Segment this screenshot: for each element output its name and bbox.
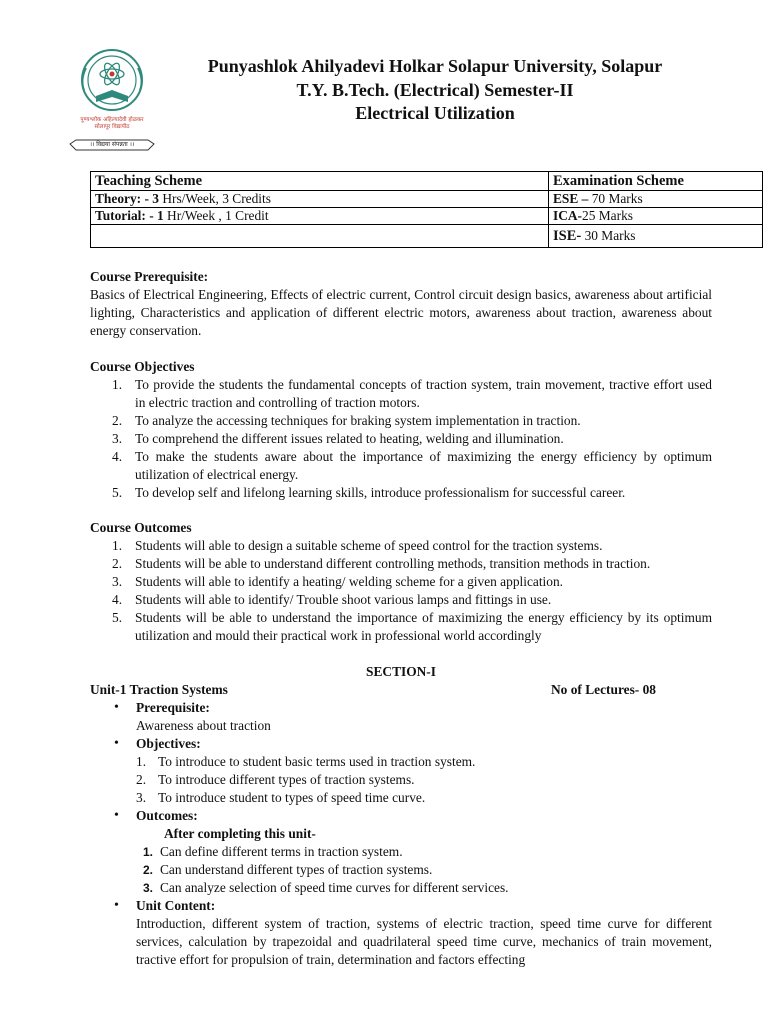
prerequisite-heading: Course Prerequisite: — [90, 269, 209, 284]
list-item: 1. Students will able to design a suitable scheme of speed control for the traction systems. — [112, 538, 603, 553]
list-item: 4. Students will able to identify/ Trouble shoot various lamps and fittings in use. — [112, 592, 552, 607]
program-title: T.Y. B.Tech. (Electrical) Semester-II — [296, 80, 574, 100]
unit-outcomes-list — [90, 843, 712, 897]
objectives-bullet: • Objectives: — [114, 736, 201, 751]
list-item: 1. Can define different terms in traction system. — [143, 844, 403, 859]
list-item: 2. To introduce different types of traction systems. — [136, 772, 415, 787]
outcomes-bullet: • Outcomes: After completing this unit- — [90, 807, 712, 843]
ise-cell: ISE- 30 Marks — [549, 225, 763, 248]
ica-cell: ICA-25 Marks — [549, 208, 763, 225]
lecture-count: No of Lectures- 08 — [551, 682, 656, 697]
list-item: 2. To analyze the accessing techniques for braking system implementation in traction. — [112, 413, 581, 428]
table-row — [91, 225, 763, 248]
ese-cell: ESE – 70 Marks — [549, 191, 763, 208]
table-row — [91, 208, 763, 225]
scheme-table — [90, 171, 763, 248]
course-outcomes — [90, 519, 712, 645]
outcomes-heading: Course Outcomes — [90, 520, 192, 535]
course-prerequisite — [90, 268, 712, 340]
empty-cell — [91, 225, 549, 248]
university-name: Punyashlok Ahilyadevi Holkar Solapur University, Solapur — [207, 56, 663, 76]
section-title: SECTION-I — [366, 664, 436, 679]
list-item: 1. To introduce to student basic terms used in traction system. — [136, 754, 476, 769]
unit-title: Unit-1 Traction Systems — [90, 682, 228, 697]
logo-motto: ।। विद्यया संपन्नता ।। — [89, 141, 135, 148]
prerequisite-bullet: • Prerequisite: Awareness about traction — [114, 700, 271, 733]
objectives-heading: Course Objectives — [90, 359, 195, 374]
list-item: 3. To introduce student to types of speed time curve. — [136, 790, 426, 805]
list-item: 2. Can understand different types of traction systems. — [143, 862, 433, 877]
list-item: 3. Can analyze selection of speed time curves for different services. — [143, 880, 509, 895]
list-item: 1. To provide the students the fundamental concepts of traction system, train movement, tractive effort used in electric traction and controlling of traction motors. — [112, 377, 712, 410]
list-item: 3. To comprehend the different issues related to heating, welding and illumination. — [112, 431, 564, 446]
table-row — [91, 172, 763, 191]
list-item: 3. Students will able to identify a heating/ welding scheme for a given application. — [112, 574, 564, 589]
teaching-scheme-heading: Teaching Scheme — [91, 172, 549, 191]
outcomes-intro: After completing this unit- — [164, 826, 316, 841]
prerequisite-text: Basics of Electrical Engineering, Effects of electric current, Control circuit design basics, awareness about artificial lighting, Characteristics and application of different electric motors, awareness about traction, awareness about energy conservation. — [90, 287, 712, 338]
table-row — [91, 191, 763, 208]
theory-cell: Theory: - 3 Hrs/Week, 3 Credits — [91, 191, 549, 208]
unit-content-bullet: • Unit Content: Introduction, different system of traction, systems of electric traction, speed time curve for different services, calculation by trapezoidal and quadrilateral speed time curve, mechanics of train movement, tractive effort for propulsion of train, determination and factors effecting — [114, 898, 712, 967]
tutorial-cell: Tutorial: - 1 Hr/Week , 1 Credit — [91, 208, 549, 225]
list-item: 4. To make the students aware about the importance of maximizing the energy efficiency by optimum utilization of electrical energy. — [112, 449, 712, 482]
unit-content-text: Introduction, different system of traction, systems of electric traction, speed time curve for different services, calculation by trapezoidal and quadrilateral speed time curve, mechanics of train movement, tractive effort for propulsion of train, determination and factors effecting — [136, 916, 712, 967]
course-title: Electrical Utilization — [355, 103, 515, 123]
list-item: 2. Students will be able to understand different controlling methods, transition methods in traction. — [112, 556, 651, 571]
logo-caption: पुण्यश्लोक अहिल्यादेवी होळकर सोलापूर विद्यापीठ — [80, 117, 144, 130]
unit-objectives-list — [90, 753, 712, 807]
university-logo — [62, 44, 162, 160]
unit-details — [90, 699, 712, 969]
list-item: 5. To develop self and lifelong learning skills, introduce professionalism for successful career. — [112, 485, 626, 500]
list-item: 5. Students will be able to understand the importance of maximizing the energy efficiency by its optimum utilization and mould their practical work in professional world accordingly — [112, 610, 712, 643]
course-objectives — [90, 358, 712, 502]
exam-scheme-heading: Examination Scheme — [549, 172, 763, 191]
